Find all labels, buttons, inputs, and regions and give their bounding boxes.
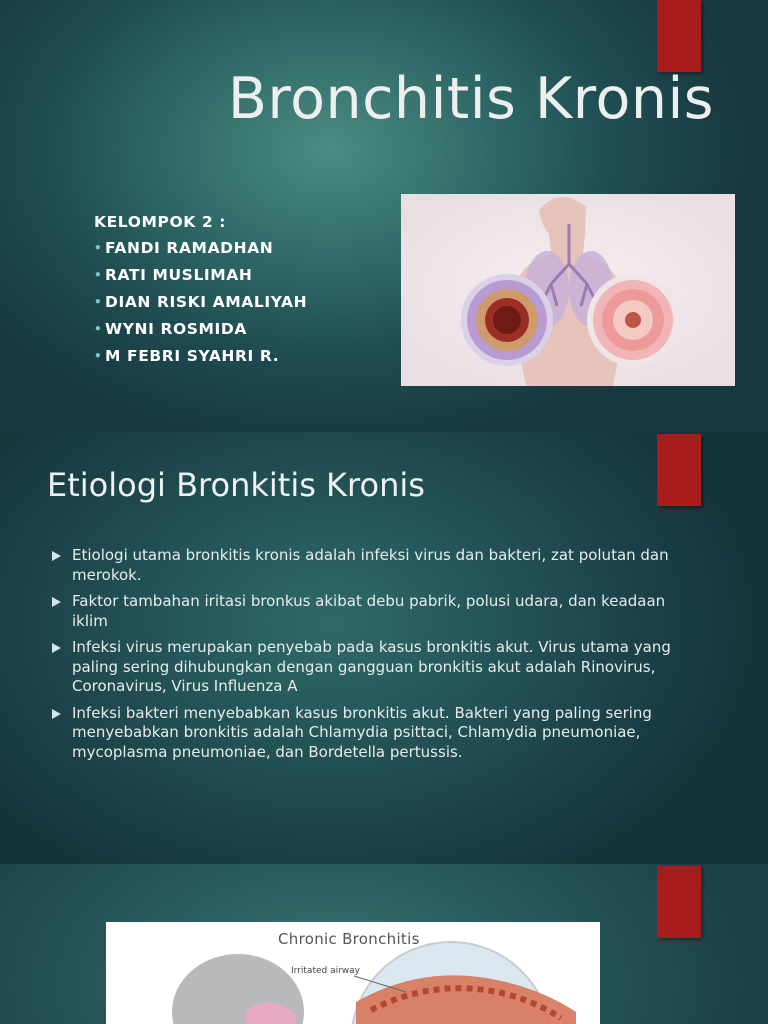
member-list (94, 238, 307, 373)
bronchitis-illustration (401, 194, 735, 386)
triangle-bullet-icon (52, 709, 61, 719)
bullet-text: Etiologi utama bronkitis kronis adalah infeksi virus dan bakteri, zat polutan dan merokok. (72, 546, 669, 584)
red-accent-tab (657, 0, 701, 72)
bullet-text: Infeksi bakteri menyebabkan kasus bronkitis akut. Bakteri yang paling sering menyebabkan bronkitis adalah Chlamydia psittaci, Chlamydia pneumoniae, mycoplasma pneumoniae, dan Bordetella pertussis. (72, 703, 652, 761)
illustration-label: Irritated airway (291, 966, 360, 976)
slide-title: Bronchitis Kronis (227, 66, 714, 132)
triangle-bullet-icon (52, 643, 61, 653)
member-name: WYNI ROSMIDA (105, 320, 247, 338)
group-members (94, 213, 307, 373)
bullet-item (52, 704, 692, 763)
bullet-dot-icon: • (94, 241, 103, 255)
etiology-bullet-list (52, 546, 692, 769)
slide-1 (0, 0, 768, 432)
member-item (94, 292, 307, 319)
member-item (94, 238, 307, 265)
member-item (94, 346, 307, 373)
bullet-item (52, 546, 692, 585)
red-accent-tab (657, 866, 701, 938)
bullet-dot-icon: • (94, 349, 103, 363)
member-name: M FEBRI SYAHRI R. (105, 347, 280, 365)
group-heading: KELOMPOK 2 : (94, 213, 227, 231)
triangle-bullet-icon (52, 551, 61, 561)
member-item (94, 265, 307, 292)
member-item (94, 319, 307, 346)
lungs-airway-illustration (401, 194, 735, 386)
bullet-text: Infeksi virus merupakan penyebab pada kasus bronkitis akut. Virus utama yang paling sering dihubungkan dengan gangguan bronkitis akut adalah Rinovirus, Coronavirus, Virus Influenza A (72, 638, 671, 695)
bullet-item (52, 638, 692, 697)
chronic-bronchitis-illustration (106, 922, 600, 1024)
illustration-title: Chronic Bronchitis (278, 930, 420, 948)
triangle-bullet-icon (52, 597, 61, 607)
bullet-dot-icon: • (94, 268, 103, 282)
red-accent-tab (657, 434, 701, 506)
bullet-dot-icon: • (94, 322, 103, 336)
member-name: DIAN RISKI AMALIYAH (105, 293, 308, 311)
bullet-text: Faktor tambahan iritasi bronkus akibat debu pabrik, polusi udara, dan keadaan iklim (72, 592, 666, 630)
bullet-item (52, 592, 692, 631)
member-name: FANDI RAMADHAN (105, 239, 274, 257)
section-title: Etiologi Bronkitis Kronis (47, 466, 425, 504)
member-name: RATI MUSLIMAH (105, 266, 253, 284)
bullet-dot-icon: • (94, 295, 103, 309)
